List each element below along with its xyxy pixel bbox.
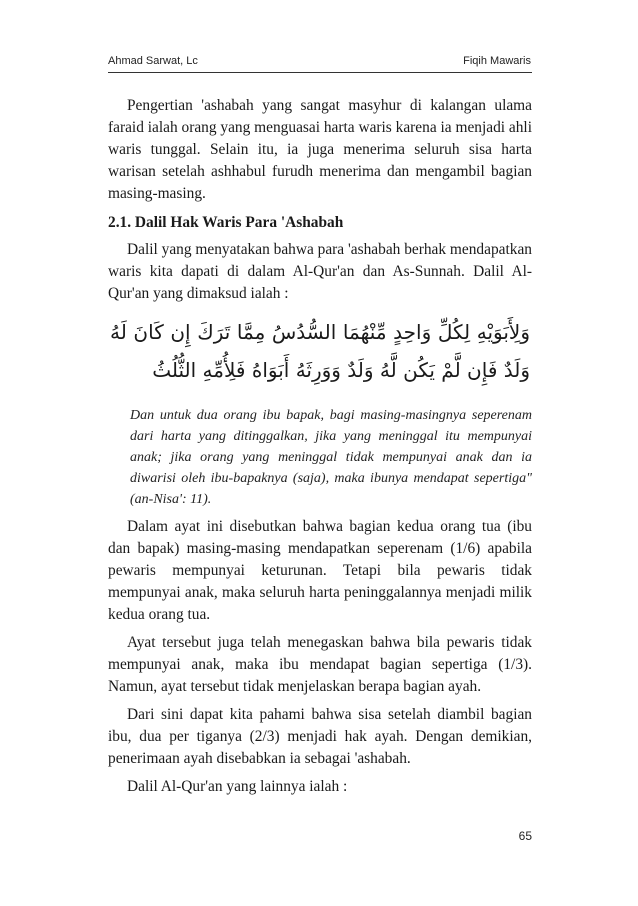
- arabic-verse: وَلِأَبَوَيْهِ لِكُلِّ وَاحِدٍ مِّنْهُمَا السُّدُسُ مِمَّا تَرَكَ إِن كَانَ لَهُ وَلَدٌ فَإِن لَّمْ يَكُن لَّهُ وَلَدٌ وَوَرِثَهُ أَبَوَاهُ فَلِأُمِّهِ الثُّلُثُ: [110, 320, 530, 382]
- header-author: Ahmad Sarwat, Lc: [108, 55, 198, 67]
- paragraph-ashabah-definition: Pengertian 'ashabah yang sangat masyhur di kalangan ulama faraid ialah orang yang menguasai harta waris karena ia menjadi ahli waris tunggal. Selain itu, ia juga menerima seluruh sisa harta warisan setelah ashhabul furudh menerima dan mengambil bagian masing-masing.: [108, 97, 532, 202]
- header-book-title: Fiqih Mawaris: [463, 55, 531, 67]
- paragraph-father-share: Dari sini dapat kita pahami bahwa sisa setelah diambil bagian ibu, dua per tiganya (2/3) menjadi hak ayah. Dengan demikian, penerimaan ayah disebabkan ia sebagai 'ashabah.: [108, 706, 532, 767]
- verse-translation: Dan untuk dua orang ibu bapak, bagi masing-masingnya seperenam dari harta yang ditinggalkan, jika yang meninggal itu mempunyai anak; jika orang yang meninggal tidak mempunyai anak dan ia diwarisi oleh ibu-bapaknya (saja), maka ibunya mendapat sepertiga" (an-Nisa': 11).: [130, 408, 532, 507]
- paragraph-dalil-intro: Dalil yang menyatakan bahwa para 'ashabah berhak mendapatkan waris kita dapati di dalam Al-Qur'an dan As-Sunnah. Dalil Al-Qur'an yang dimaksud ialah :: [108, 241, 532, 302]
- page-number: 65: [518, 829, 532, 843]
- paragraph-mother-share: Ayat tersebut juga telah menegaskan bahwa bila pewaris tidak mempunyai anak, maka ibu mendapat bagian sepertiga (1/3). Namun, ayat tersebut tidak menjelaskan berapa bagian ayah.: [108, 634, 532, 695]
- page-body: [108, 95, 532, 798]
- paragraph-explanation-parents: Dalam ayat ini disebutkan bahwa bagian kedua orang tua (ibu dan bapak) masing-masing mendapatkan seperenam (1/6) apabila pewaris mempunyai keturunan. Tetapi bila pewaris tidak mempunyai anak, maka seluruh harta peninggalannya menjadi milik kedua orang tua.: [108, 518, 532, 623]
- section-heading: 2.1. Dalil Hak Waris Para 'Ashabah: [108, 214, 344, 231]
- header-divider: [108, 72, 532, 73]
- paragraph-other-dalil: Dalil Al-Qur'an yang lainnya ialah :: [127, 778, 348, 795]
